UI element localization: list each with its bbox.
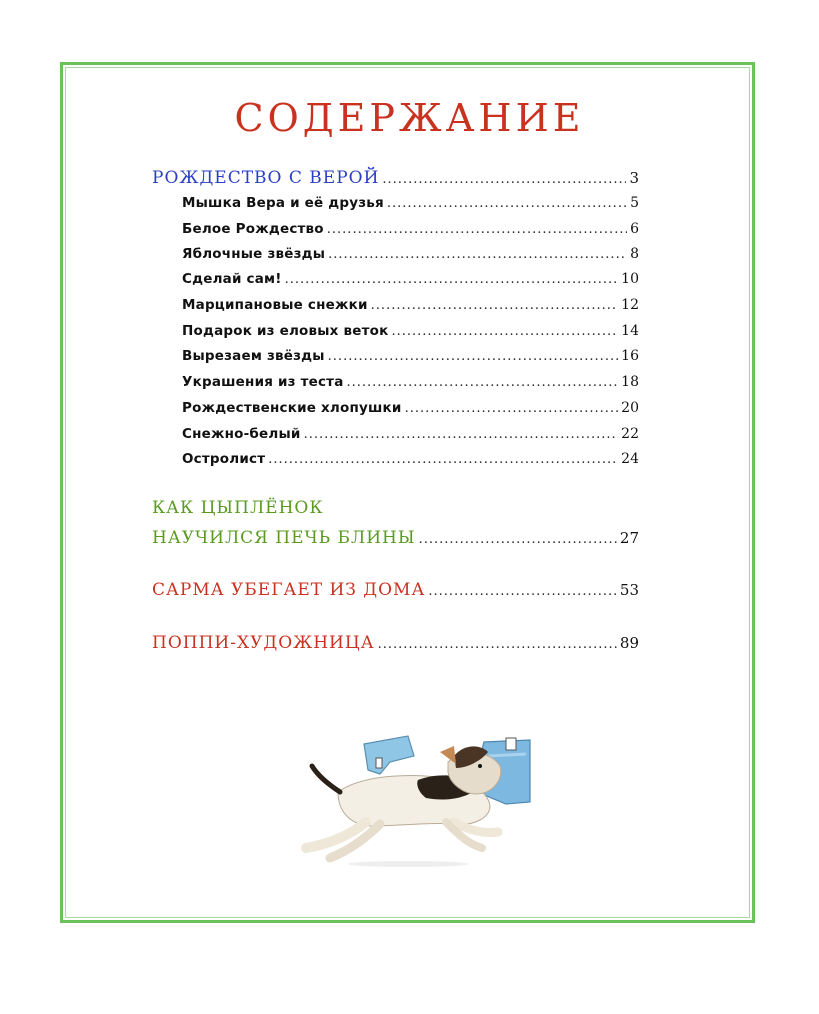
toc-item-label: Марципановые снежки (182, 297, 368, 313)
toc-section-title: РОЖДЕСТВО С ВЕРОЙ (152, 168, 380, 188)
toc-page-number: 14 (621, 323, 639, 339)
toc-section-christmas-with-vera[interactable] (152, 168, 639, 190)
toc-item[interactable] (182, 221, 639, 243)
dog-with-mittens-illustration (268, 722, 558, 872)
toc-item[interactable] (182, 451, 639, 473)
toc-page-number: 5 (630, 195, 639, 211)
dot-leader (285, 272, 619, 287)
dot-leader (268, 452, 618, 467)
toc-page-number: 10 (621, 271, 639, 287)
toc-item-label: Мышка Вера и её друзья (182, 195, 384, 211)
toc-page-number: 53 (619, 581, 639, 599)
dot-leader (419, 532, 617, 547)
toc-item-label: Украшения из теста (182, 374, 344, 390)
toc-item-label: Яблочные звёзды (182, 246, 326, 262)
toc-item[interactable] (182, 195, 639, 217)
dot-leader (428, 584, 617, 599)
dot-leader (327, 222, 627, 237)
toc-page-number: 3 (629, 169, 639, 187)
toc-page-number: 24 (621, 451, 639, 467)
mitten-icon (364, 736, 414, 774)
toc-item-label: Сделай сам! (182, 271, 282, 287)
toc-item[interactable] (182, 426, 639, 448)
toc-item-label: Снежно-белый (182, 426, 301, 442)
toc-section-title: САРМА УБЕГАЕТ ИЗ ДОМА (152, 580, 426, 600)
toc-page-number: 12 (621, 297, 639, 313)
page-title: СОДЕРЖАНИЕ (234, 96, 585, 140)
toc-section-title-line1[interactable]: КАК ЦЫПЛЁНОК (152, 498, 324, 518)
toc-item-label: Остролист (182, 451, 266, 467)
toc-item[interactable] (182, 246, 639, 268)
toc-page-number: 27 (619, 529, 639, 547)
dot-leader (371, 298, 619, 313)
dot-leader (347, 375, 619, 390)
toc-page-number: 20 (621, 400, 639, 416)
toc-item-label: Вырезаем звёзды (182, 348, 325, 364)
toc-item-label: Рождественские хлопушки (182, 400, 402, 416)
toc-section-title: ПОППИ-ХУДОЖНИЦА (152, 633, 375, 653)
toc-item[interactable] (182, 374, 639, 396)
dot-leader (328, 247, 627, 262)
toc-item[interactable] (182, 297, 639, 319)
dot-leader (405, 401, 619, 416)
toc-item-label: Подарок из еловых веток (182, 323, 389, 339)
dot-leader (378, 637, 617, 652)
toc-item[interactable] (182, 323, 639, 345)
toc-page-number: 22 (621, 426, 639, 442)
toc-page-number: 18 (621, 374, 639, 390)
toc-item[interactable] (182, 348, 639, 370)
dot-leader (391, 324, 618, 339)
toc-item-label: Белое Рождество (182, 221, 324, 237)
toc-page-number: 16 (621, 348, 639, 364)
toc-page-number: 89 (619, 634, 639, 652)
toc-item[interactable] (182, 400, 639, 422)
toc-section-sarma-runs-away[interactable] (152, 580, 639, 602)
toc-page-number: 8 (630, 246, 639, 262)
toc-item[interactable] (182, 271, 639, 293)
toc-page-number: 6 (630, 221, 639, 237)
dot-leader (387, 196, 627, 211)
dot-leader (304, 427, 619, 442)
dot-leader (328, 349, 619, 364)
dot-leader (382, 172, 626, 187)
toc-section-poppi-artist[interactable] (152, 633, 639, 655)
toc-section-chick-pancakes[interactable] (152, 528, 639, 550)
toc-section-title-line2: НАУЧИЛСЯ ПЕЧЬ БЛИНЫ (152, 528, 416, 548)
